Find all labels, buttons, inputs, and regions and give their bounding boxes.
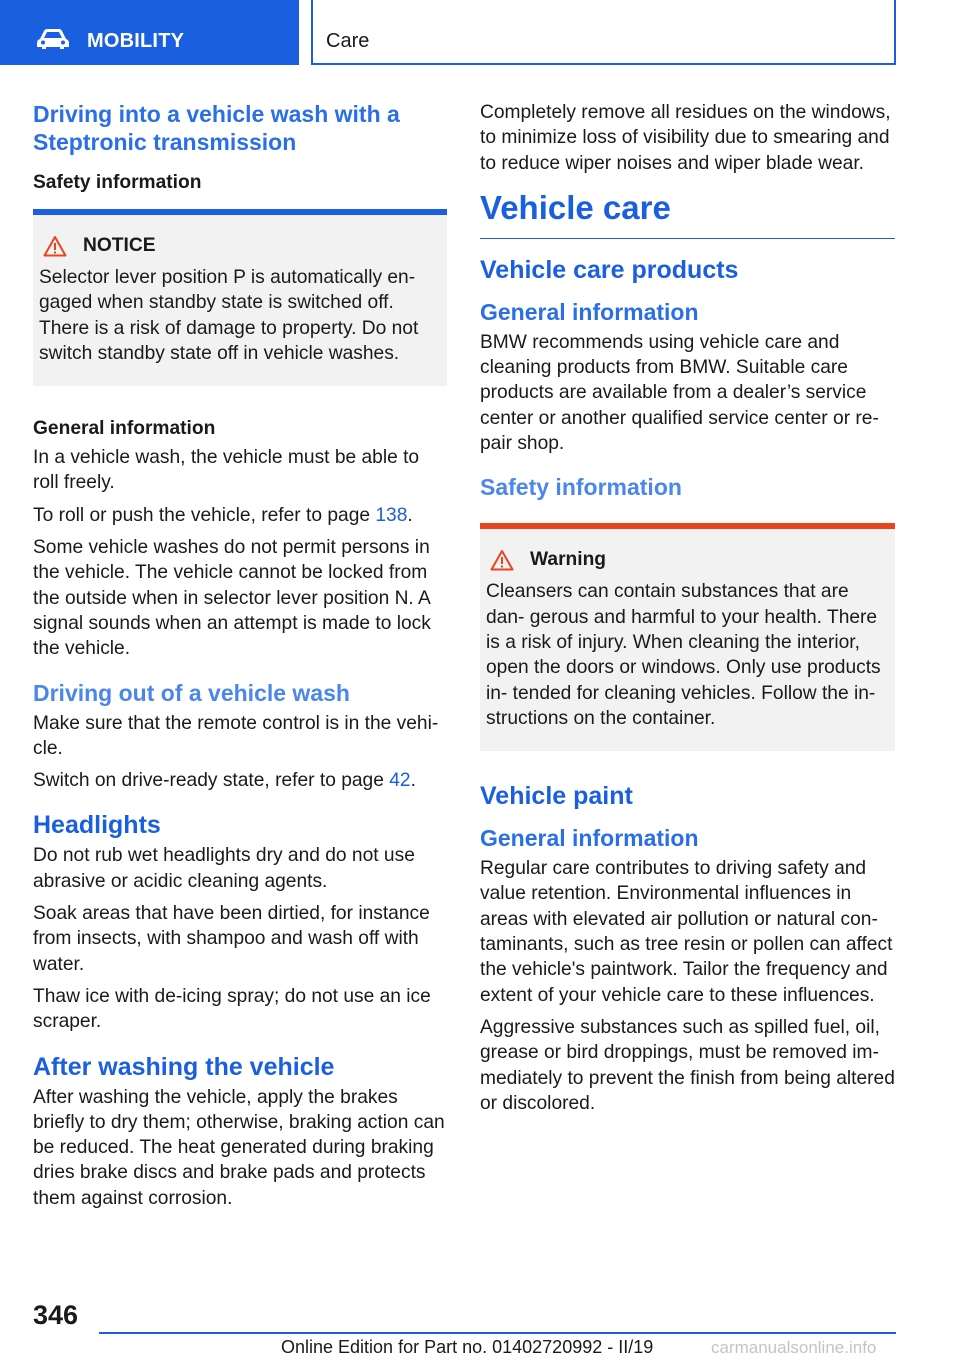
- vehicle-care-heading: Vehicle care: [480, 188, 895, 239]
- warning-box: [480, 523, 895, 751]
- chapter-header: [311, 0, 896, 65]
- vehicle-wash-heading: Driving into a vehicle wash with a Steptronic transmission: [33, 101, 400, 155]
- page-link-42[interactable]: 42: [389, 770, 411, 792]
- warning-triangle-icon: [490, 549, 514, 571]
- general-paragraph-3: Some vehicle washes do not permit persons in the vehicle. The vehicle cannot be locked from the outside when in selector lever position N. A signal sounds when an attempt is made to lock the vehicle.: [33, 537, 431, 660]
- headlights-paragraph-3: Thaw ice with de-icing spray; do not use an ice scraper.: [33, 985, 431, 1033]
- warning-text: Cleansers can contain substances that are dan‐ gerous and harmful to your health. There is a risk of injury. When cleaning the interior, open the doors or windows. Only use products in‐ tended for cleaning vehicles. Follow the in‐ structions on the container.: [486, 581, 881, 729]
- care-products-paragraph: BMW recommends using vehicle care and cleaning products from BMW. Suitable care products are available from a dealer’s service center or another qualified service center or re‐ pair shop.: [480, 331, 879, 455]
- section-tab[interactable]: [0, 0, 299, 65]
- windows-paragraph: Completely remove all residues on the windows, to minimize loss of visibility due to smearing and to reduce wiper noises and wiper blade wear.: [480, 102, 891, 174]
- after-washing-heading: After washing the vehicle: [33, 1052, 335, 1081]
- paint-paragraph-1: Regular care contributes to driving safety and value retention. Environmental influences in areas with elevated air pollution or natural con‐ taminants, such as tree resin or pollen can affect the vehicle's paintwork. Tailor the frequency and extent of your vehicle care to these influences.: [480, 858, 893, 1006]
- headlights-paragraph-2: Soak areas that have been dirtied, for instance from insects, with shampoo and wash off with water.: [33, 903, 430, 975]
- general-info-heading: General information: [480, 298, 699, 325]
- driving-out-paragraph-2: Switch on drive-ready state, refer to page 42.: [33, 770, 416, 792]
- notice-box: [33, 209, 447, 386]
- general-paragraph-1: In a vehicle wash, the vehicle must be able to roll freely.: [33, 447, 420, 494]
- notice-title: NOTICE: [83, 235, 156, 256]
- edition-text: Online Edition for Part no. 01402720992 - II/19: [281, 1337, 654, 1357]
- left-column: [33, 100, 447, 1218]
- headlights-paragraph-1: Do not rub wet headlights dry and do not use abrasive or acidic cleaning agents.: [33, 845, 415, 892]
- warning-triangle-icon: [43, 235, 67, 257]
- page-number: 346: [33, 1300, 79, 1330]
- driving-out-paragraph-1: Make sure that the remote control is in the vehi‐ cle.: [33, 712, 439, 759]
- warning-title: Warning: [530, 549, 607, 571]
- notice-text: Selector lever position P is automatically en‐ gaged when standby state is switched off. There is a risk of damage to property. Do not switch standby state off in vehicle washes.: [39, 267, 419, 364]
- after-washing-paragraph: After washing the vehicle, apply the brakes briefly to dry them; otherwise, braking action can be reduced. The heat generated during braking dries brake discs and brake pads and protects them against corrosion.: [33, 1086, 445, 1209]
- watermark: carmanualsonline.info: [711, 1338, 877, 1357]
- paint-paragraph-2: Aggressive substances such as spilled fuel, oil, grease or bird droppings, must be removed im‐ mediately to prevent the finish from being altered or discolored.: [480, 1016, 895, 1114]
- safety-info-heading: Safety information: [480, 474, 682, 501]
- right-column: [480, 100, 895, 1123]
- paint-general-info-heading: General information: [480, 825, 699, 852]
- page-link-138[interactable]: 138: [375, 504, 408, 526]
- footer-divider: [99, 1332, 896, 1334]
- car-icon: [36, 28, 70, 50]
- section-label: MOBILITY: [87, 30, 185, 52]
- driving-out-heading: Driving out of a vehicle wash: [33, 679, 350, 706]
- vehicle-care-products-heading: Vehicle care products: [480, 255, 739, 284]
- general-paragraph-2: To roll or push the vehicle, refer to page 138.: [33, 504, 413, 526]
- general-info-label: General information: [33, 418, 216, 440]
- vehicle-paint-heading: Vehicle paint: [480, 782, 633, 811]
- chapter-label: Care: [326, 30, 370, 52]
- headlights-heading: Headlights: [33, 811, 161, 840]
- safety-info-label: Safety information: [33, 172, 202, 193]
